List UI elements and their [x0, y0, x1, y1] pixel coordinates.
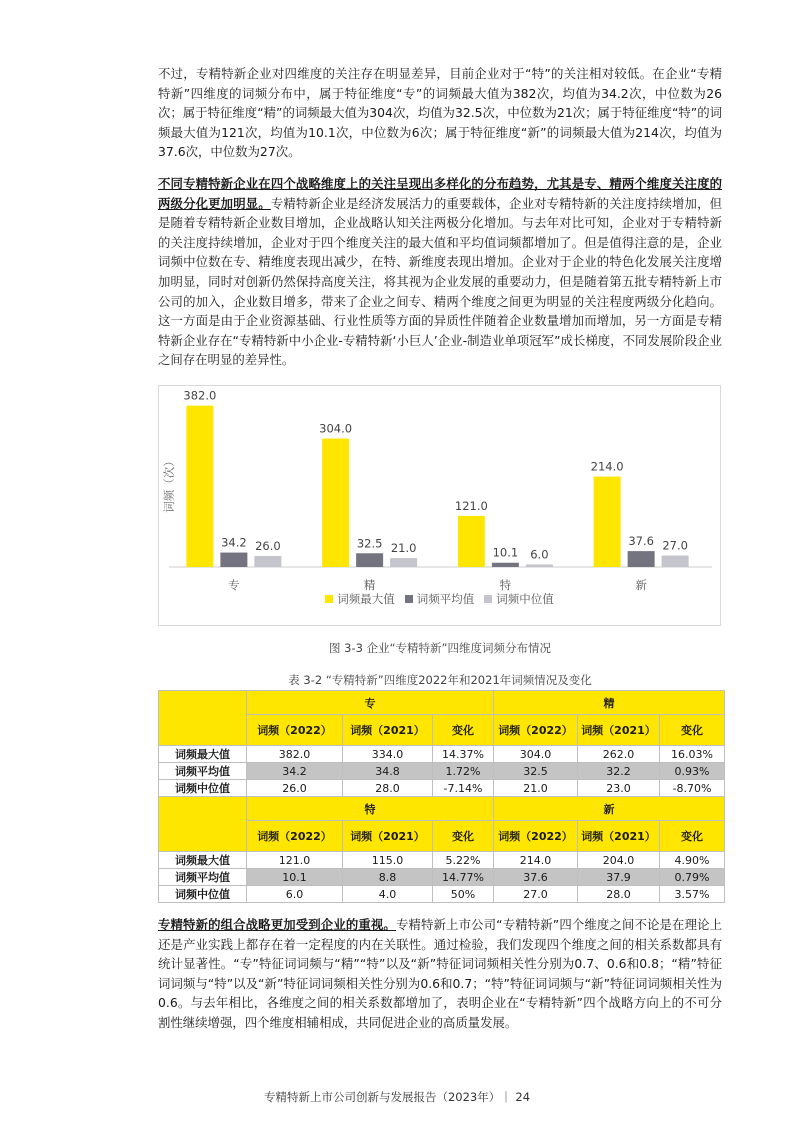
bar [628, 551, 655, 567]
bar [322, 439, 349, 567]
table-cell: 32.2 [578, 763, 660, 780]
bar [594, 477, 621, 567]
table-column-header: 变化 [660, 715, 725, 746]
page-footer: 专精特新上市公司创新与发展报告（2023年）｜ 24 [263, 1090, 531, 1104]
table-cell: 16.03% [660, 746, 725, 763]
y-axis-label: 词频（次） [162, 455, 176, 513]
table-column-header: 词频（2021） [578, 715, 660, 746]
table-cell: 334.0 [343, 746, 433, 763]
paragraph-lead: 不同专精特新企业在四个战略维度上的关注呈现出多样化的分布趋势，尤其是专、精两个维度关注度的两级分化更加明显。 [158, 176, 722, 211]
data-label: 304.0 [319, 421, 353, 436]
bar [356, 553, 383, 567]
legend-item [405, 591, 475, 607]
data-label: 37.6 [628, 534, 654, 549]
table-cell: 0.93% [660, 763, 725, 780]
bar [492, 563, 519, 567]
data-label: 26.0 [255, 539, 281, 554]
data-label: 21.0 [390, 541, 417, 556]
table-cell: 3.57% [660, 886, 725, 903]
legend-item [484, 591, 554, 607]
table-cell: 8.8 [343, 869, 433, 886]
x-tick-label: 特 [499, 578, 512, 592]
table-column-header: 词频（2021） [343, 715, 433, 746]
table-cell: 204.0 [578, 852, 660, 869]
table-caption: 表 3-2 “专精特新”四维度2022年和2021年词频情况及变化 [288, 673, 592, 687]
bar [662, 556, 689, 567]
table-cell: 14.77% [433, 869, 494, 886]
figure-caption: 图 3-3 企业“专精特新”四维度词频分布情况 [328, 641, 551, 655]
table-corner-cell [159, 797, 247, 852]
table-column-header: 词频（2022） [247, 821, 343, 852]
bar [254, 556, 281, 567]
table-column-header: 词频（2022） [494, 821, 578, 852]
table-cell: 50% [433, 886, 494, 903]
table-cell: -8.70% [660, 780, 725, 797]
table-cell: 37.6 [494, 869, 578, 886]
table-cell: 214.0 [494, 852, 578, 869]
paragraph-combination-strategy [158, 915, 722, 1033]
table-row [159, 869, 725, 886]
table-cell: 382.0 [247, 746, 343, 763]
table-row [159, 763, 725, 780]
table-cell: 28.0 [343, 780, 433, 797]
data-label: 32.5 [356, 536, 383, 551]
paragraph-lead: 专精特新的组合战略更加受到企业的重视。 [158, 917, 396, 932]
paragraph-dimension-differences: 不过，专精特新企业对四维度的关注存在明显差异，目前企业对于“特”的关注相对较低。在企业“专精特新”四维度的词频分布中，属于特征维度“专”的词频最大值为382次，均值为34.2次，中位数为26次；属于特征维度“精”的词频最大值为304次，均值为32.5次，中位数为21次；属于特征维度“特”的词频最大值为121次，均值为10.1次，中位数为6次；属于特征维度“新”的词频最大值为214次，均值为37.6次，中位数为27次。 [158, 66, 722, 160]
x-tick-label: 精 [363, 578, 376, 592]
table-dimension-header: 精 [494, 691, 725, 715]
table-group-header [159, 797, 725, 821]
bar [390, 558, 417, 567]
legend-swatch [405, 595, 413, 603]
data-label: 10.1 [492, 545, 519, 560]
data-label: 27.0 [662, 538, 688, 553]
legend-label: 词频中位值 [496, 592, 554, 606]
legend-item [325, 591, 395, 607]
data-label: 121.0 [454, 498, 488, 513]
table-column-header: 词频（2021） [343, 821, 433, 852]
table-column-header: 变化 [433, 715, 494, 746]
table-dimension-header: 特 [247, 797, 494, 821]
table-row [159, 886, 725, 903]
table-cell: 5.22% [433, 852, 494, 869]
table-dimension-header: 新 [494, 797, 725, 821]
paragraph-body: 专精特新企业是经济发展活力的重要载体，企业对专精特新的关注度持续增加，但是随着专精特新企业数目增加，企业战略认知关注两极分化增加。与去年对比可知，企业对于专精特新的关注度持续增加，企业对于四个维度关注的最大值和平均值词频都增加了。但是值得注意的是，企业词频中位数在专、精维度表现出减少，在特、新维度表现出增加。企业对于企业的特色化发展关注度增加明显，同时对创新仍然保持高度关注，将其视为企业发展的重要动力，但是随着第五批专精特新上市公司的加入，企业数目增多，带来了企业之间专、精两个维度之间更为明显的关注程度两级分化趋向。这一方面是由于企业资源基础、行业性质等方面的异质性伴随着企业数量增加而增加，另一方面是专精特新企业存在“专精特新中小企业-专精特新‘小巨人’企业-制造业单项冠军”成长梯度，不同发展阶段企业之间存在明显的差异性。 [158, 195, 723, 368]
table-column-header: 变化 [660, 821, 725, 852]
table-cell: 1.72% [433, 763, 494, 780]
data-label: 382.0 [183, 388, 217, 403]
table-cell: 34.2 [247, 763, 343, 780]
table-cell: 37.9 [578, 869, 660, 886]
table-row-label: 词频中位值 [159, 886, 247, 903]
table-cell: 6.0 [247, 886, 343, 903]
table-row [159, 852, 725, 869]
table-cell: 4.0 [343, 886, 433, 903]
chart-legend [159, 591, 720, 607]
table-column-header: 词频（2022） [247, 715, 343, 746]
bar [526, 564, 553, 567]
bar [458, 516, 485, 567]
frequency-comparison-table [158, 690, 725, 903]
table-cell: 4.90% [660, 852, 725, 869]
data-label: 34.2 [221, 535, 247, 550]
paragraph-body: 专精特新上市公司“专精特新”四个维度之间不论是在理论上还是产业实践上都存在着一定程度的内在关联性。通过检验，我们发现四个维度之间的相关系数都具有统计显著性。“专”特征词词频与“精”“特”以及“新”特征词词频相关性分别为0.7、0.6和0.8；“精”特征词词频与“特”以及“新”特征词词频相关性分别为0.6和0.7；“特”特征词词频与“新”特征词词频相关性为0.6。与去年相比，各维度之间的相关系数都增加了，表明企业在“专精特新”四个战略方向上的不可分割性继续增强，四个维度相辅相成，共同促进企业的高质量发展。 [158, 917, 723, 1030]
table-row-label: 词频平均值 [159, 869, 247, 886]
table-row-label: 词频最大值 [159, 852, 247, 869]
table-dimension-header: 专 [247, 691, 494, 715]
legend-label: 词频平均值 [416, 592, 475, 606]
table-cell: 0.79% [660, 869, 725, 886]
table-column-header: 变化 [433, 821, 494, 852]
table-cell: 23.0 [578, 780, 660, 797]
table-cell: 262.0 [578, 746, 660, 763]
table-cell: 121.0 [247, 852, 343, 869]
table-cell: 304.0 [494, 746, 578, 763]
legend-swatch [325, 595, 333, 603]
table-column-header: 词频（2022） [494, 715, 578, 746]
table-cell: 10.1 [247, 869, 343, 886]
table-group-header [159, 691, 725, 715]
table-corner-cell [159, 691, 247, 746]
legend-label: 词频最大值 [337, 592, 395, 606]
table-cell: 34.8 [343, 763, 433, 780]
table-cell: 32.5 [494, 763, 578, 780]
x-tick-label: 新 [635, 578, 647, 592]
data-label: 6.0 [530, 547, 549, 562]
table-row [159, 746, 725, 763]
table-cell: 27.0 [494, 886, 578, 903]
table-cell: 28.0 [578, 886, 660, 903]
table-cell: 14.37% [433, 746, 494, 763]
bar-chart [158, 385, 721, 626]
paragraph-distribution-trend [158, 174, 722, 370]
table-row-label: 词频最大值 [159, 746, 247, 763]
table-cell: -7.14% [433, 780, 494, 797]
table-column-header: 词频（2021） [578, 821, 660, 852]
table-cell: 21.0 [494, 780, 578, 797]
table-row [159, 780, 725, 797]
x-tick-label: 专 [228, 578, 240, 592]
table-row-label: 词频中位值 [159, 780, 247, 797]
table-row-label: 词频平均值 [159, 763, 247, 780]
bar [186, 406, 213, 567]
data-label: 214.0 [590, 459, 624, 474]
bar [220, 553, 247, 567]
legend-swatch [484, 595, 492, 603]
table-cell: 26.0 [247, 780, 343, 797]
table-cell: 115.0 [343, 852, 433, 869]
